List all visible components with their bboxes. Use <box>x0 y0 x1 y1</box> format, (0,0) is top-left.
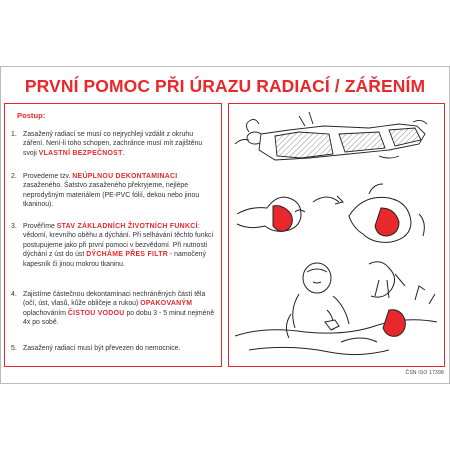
step-highlight: DÝCHÁME PŘES FILTR <box>86 251 169 259</box>
procedure-step-4 <box>11 290 215 328</box>
standard-code: ČSN ISO 17398 <box>405 370 444 376</box>
step-text: po dobu 3 - 5 minut nejméně 4x po sobě. <box>23 309 215 327</box>
step-number: 4. <box>11 291 17 298</box>
cpr-rescue-breathing-illustration <box>235 262 437 355</box>
step-highlight: NEÚPLNOU DEKONTAMINACI <box>72 173 178 180</box>
step-text: : vědomí, krevního oběhu a dýchání. Při selhávání těchto funkcí postupujeme jako při první pomoci v bezvědomí. Při nutnosti dýchání z úst do úst <box>23 223 214 259</box>
step-number: 5. <box>11 345 17 352</box>
step-text: Provedeme tzv. <box>23 173 73 180</box>
sign-title: PRVNÍ POMOC PŘI ÚRAZU RADIACÍ / ZÁŘENÍM <box>24 76 426 96</box>
step-number: 3. <box>11 223 17 230</box>
step-text: Zasažený radiací se musí co nejrychleji vzdálit z okruhu záření. Není-li toho schopen, zachránce musí mít zajištěnu svoji <box>23 131 203 157</box>
procedure-step-3 <box>11 222 215 269</box>
procedure-step-5 <box>11 344 215 353</box>
procedure-step-1 <box>11 130 215 158</box>
step-highlight: ČISTOU VODOU <box>67 309 125 317</box>
illustration-panel <box>228 103 445 367</box>
step-text: Prověříme <box>23 223 57 230</box>
step-text: Zasažený radiací musí být převezen do nemocnice. <box>23 345 181 352</box>
step-text: - namočený kapesník či jinou mokrou tkaninu. <box>23 251 206 268</box>
step-text: oplachováním <box>23 309 68 317</box>
procedure-heading: Postup: <box>17 111 46 120</box>
step-text: zasaženého. Šatstvo zasaženého překryjeme, nejlépe neprodyšným materiálem (PE-PVC fólií, dekou nebo jinou tkaninou). <box>23 182 200 209</box>
step-text: . <box>122 149 125 157</box>
step-highlight: STAV ZÁKLADNÍCH ŽIVOTNÍCH FUNKCÍ <box>56 223 198 230</box>
step-number: 2. <box>11 173 17 180</box>
step-text: Zajistíme částečnou dekontaminaci nechráněných částí těla (očí, úst, vlasů, kůže obličeje a rukou) <box>23 291 206 308</box>
procedure-panel <box>4 103 222 367</box>
head-tilt-airway-illustration <box>237 184 424 242</box>
step-highlight: OPAKOVANÝM <box>140 300 193 308</box>
procedure-step-2 <box>11 172 215 210</box>
step-number: 1. <box>11 131 17 138</box>
first-aid-illustrations <box>229 104 443 365</box>
covered-victim-illustration <box>235 112 427 160</box>
step-highlight: VLASTNÍ BEZPEČNOST <box>38 149 123 157</box>
